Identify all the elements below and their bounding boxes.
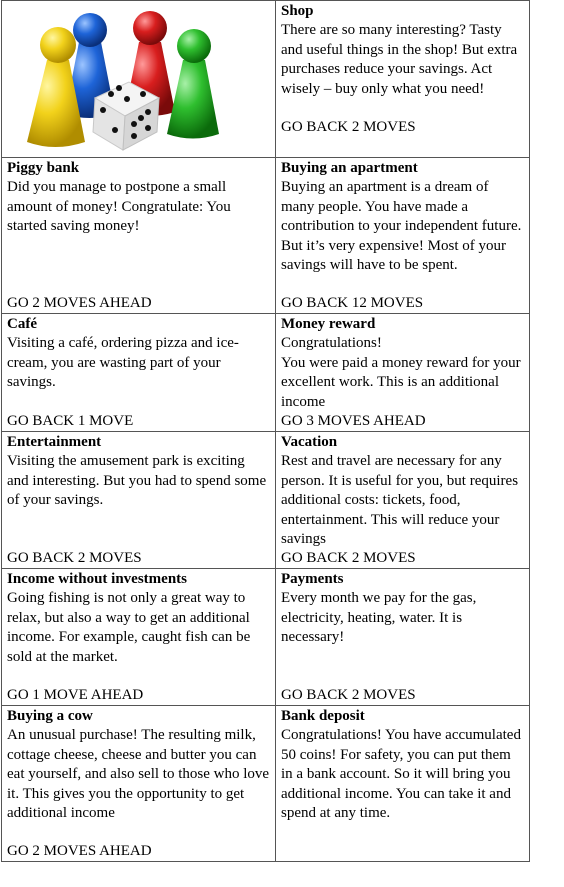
table-row [2,569,530,706]
card-text: Visiting a café, ordering pizza and ice-cream, you are wasting part of your savings. [7,335,239,391]
card-action: GO BACK 12 MOVES [281,294,424,311]
card-payments [276,569,530,706]
card-text: Congratulations! You were paid a money reward for your excellent work. This is an additional income [281,335,521,410]
card-action: GO BACK 2 MOVES [7,549,142,566]
image-cell [2,1,276,158]
card-action: GO BACK 2 MOVES [281,686,416,703]
card-action: GO 1 MOVE AHEAD [7,686,144,703]
card-title: Café [7,316,37,332]
card-text: There are so many interesting? Tasty and useful things in the shop! But extra purchases reduce your savings. Act wisely – buy only what you need! [281,22,518,97]
card-bank-deposit [276,706,530,862]
card-text: Did you manage to postpone a small amount of money! Congratulate: You started saving money! [7,179,231,235]
card-action: GO 2 MOVES AHEAD [7,294,152,311]
table-row [2,706,530,862]
card-income-without-investments [2,569,276,706]
card-text: Buying an apartment is a dream of many people. You have made a contribution to your independent future. But it’s very expensive! Most of your savings will have to be spent. [281,179,522,274]
card-shop [276,1,530,158]
table-row [2,314,530,432]
card-text: Going fishing is not only a great way to relax, but also a way to get an additional income. For example, caught fish can be sold at the market. [7,590,251,665]
card-title: Money reward [281,316,376,332]
card-title: Income without investments [7,571,187,587]
card-vacation [276,432,530,569]
card-title: Buying an apartment [281,160,418,176]
card-title: Shop [281,3,314,19]
card-buying-an-apartment [276,158,530,314]
game-cards-table [1,0,530,862]
card-title: Piggy bank [7,160,80,176]
card-action: GO BACK 2 MOVES [281,118,416,135]
card-action: GO 3 MOVES AHEAD [281,413,426,430]
card-text: Rest and travel are necessary for any person. It is useful for you, but requires additional costs: tickets, food, entertainment. This will reduce your savings [281,453,519,548]
card-piggy-bank [2,158,276,314]
card-money-reward [276,314,530,432]
table-row [2,158,530,314]
card-text: Visiting the amusement park is exciting and interesting. But you had to spend some of your savings. [7,453,267,509]
table-row [2,1,530,158]
card-text: An unusual purchase! The resulting milk, cottage cheese, cheese and butter you can eat yourself, and also sell to those who love it. This gives you the opportunity to get additional income [7,727,270,822]
card-title: Entertainment [7,434,102,450]
table-row [2,432,530,569]
card-text: Every month we pay for the gas, electricity, heating, water. It is necessary! [281,590,477,646]
card-title: Buying a cow [7,708,93,724]
card-cafe [2,314,276,432]
card-action: GO 2 MOVES AHEAD [7,842,152,859]
card-action: GO BACK 1 MOVE [7,412,134,429]
game-pieces-icon [7,2,259,154]
card-entertainment [2,432,276,569]
green-piece-icon [167,29,219,139]
card-title: Payments [281,571,344,587]
card-text: Congratulations! You have accumulated 50 coins! For safety, you can put them in a bank account. So it will bring you additional income. You can take it and spend at any time. [281,727,521,822]
card-buying-a-cow [2,706,276,862]
card-action: GO BACK 2 MOVES [281,550,416,567]
card-title: Vacation [281,434,338,450]
card-title: Bank deposit [281,708,365,724]
